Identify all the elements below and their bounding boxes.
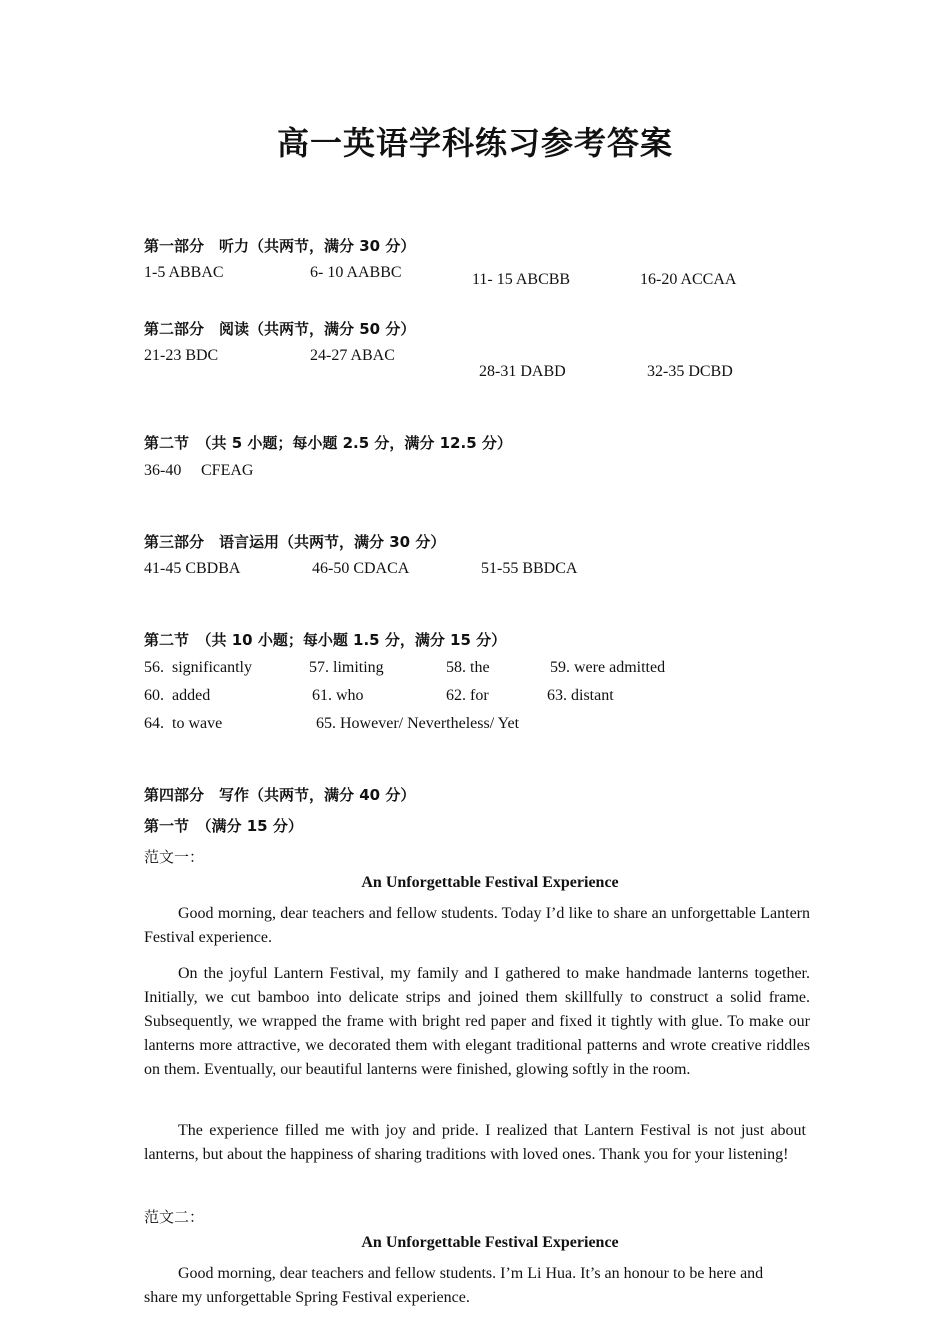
- answer-group: 1-5 ABBAC: [144, 264, 224, 281]
- page-title: 高一英语学科练习参考答案: [276, 124, 673, 162]
- part4-section1-heading: 第一节 （满分 15 分）: [144, 817, 303, 835]
- answer-group: 11- 15 ABCBB: [472, 271, 571, 288]
- answer-item: 58. the: [446, 659, 490, 676]
- essay-paragraph: Good morning, dear teachers and fellow students. Today I’d like to share an unforgettable Lantern Festival experience.: [144, 905, 810, 946]
- answer-group: 51-55 BBDCA: [481, 560, 578, 577]
- answer-group: 28-31 DABD: [479, 363, 566, 380]
- part3-heading: 第三部分 语言运用（共两节，满分 30 分）: [144, 533, 446, 551]
- answer-item: 61. who: [312, 687, 364, 704]
- answer-group: 46-50 CDACA: [312, 560, 410, 577]
- answer-item: 59. were admitted: [550, 659, 666, 676]
- essay-title: An Unforgettable Festival Experience: [361, 1234, 619, 1251]
- answer-item: 64. to wave: [144, 715, 223, 732]
- answer-group: 16-20 ACCAA: [640, 271, 737, 288]
- answer-group: 41-45 CBDBA: [144, 560, 241, 577]
- answer-group: 32-35 DCBD: [647, 363, 733, 380]
- answer-item: 57. limiting: [309, 659, 384, 676]
- answer-group: CFEAG: [201, 462, 254, 479]
- part1-heading: 第一部分 听力（共两节，满分 30 分）: [144, 237, 416, 255]
- essay-paragraph: Good morning, dear teachers and fellow students. I’m Li Hua. It’s an honour to be here and share my unforgettable Spring Festival experience.: [144, 1265, 764, 1306]
- answer-group: 6- 10 AABBC: [310, 264, 402, 281]
- part3-section2-heading: 第二节 （共 10 小题；每小题 1.5 分，满分 15 分）: [144, 631, 507, 649]
- part2-section2-heading: 第二节 （共 5 小题；每小题 2.5 分，满分 12.5 分）: [144, 434, 512, 452]
- essay-paragraph: On the joyful Lantern Festival, my family and I gathered to make handmade lanterns together. Initially, we cut bamboo into delicate strips and joined them skillfully to construct a solid frame. Subsequently, we wrapped the frame with bright red paper and fixed it tightly with glue. To make our lanterns more attractive, we decorated them with elegant traditional patterns and wrote creative riddles on them. Eventually, our beautiful lanterns were finished, glowing softly in the room.: [144, 965, 810, 1078]
- answer-item: 62. for: [446, 687, 489, 704]
- answer-range: 36-40: [144, 462, 182, 479]
- answer-group: 24-27 ABAC: [310, 347, 395, 364]
- answer-item: 63. distant: [547, 687, 614, 704]
- essay-paragraph: The experience filled me with joy and pride. I realized that Lantern Festival is not just about lanterns, but about the happiness of sharing traditions with loved ones. Thank you for your listening!: [144, 1122, 806, 1163]
- essay-title: An Unforgettable Festival Experience: [361, 874, 619, 891]
- answer-group: 21-23 BDC: [144, 347, 219, 364]
- part2-heading: 第二部分 阅读（共两节，满分 50 分）: [144, 320, 416, 338]
- sample-label: 范文一：: [144, 848, 205, 866]
- sample-label: 范文二：: [144, 1208, 205, 1226]
- answer-item: 56. significantly: [144, 659, 252, 676]
- answer-item: 60. added: [144, 687, 211, 704]
- answer-item: 65. However/ Nevertheless/ Yet: [316, 715, 520, 732]
- part4-heading: 第四部分 写作（共两节，满分 40 分）: [144, 786, 416, 804]
